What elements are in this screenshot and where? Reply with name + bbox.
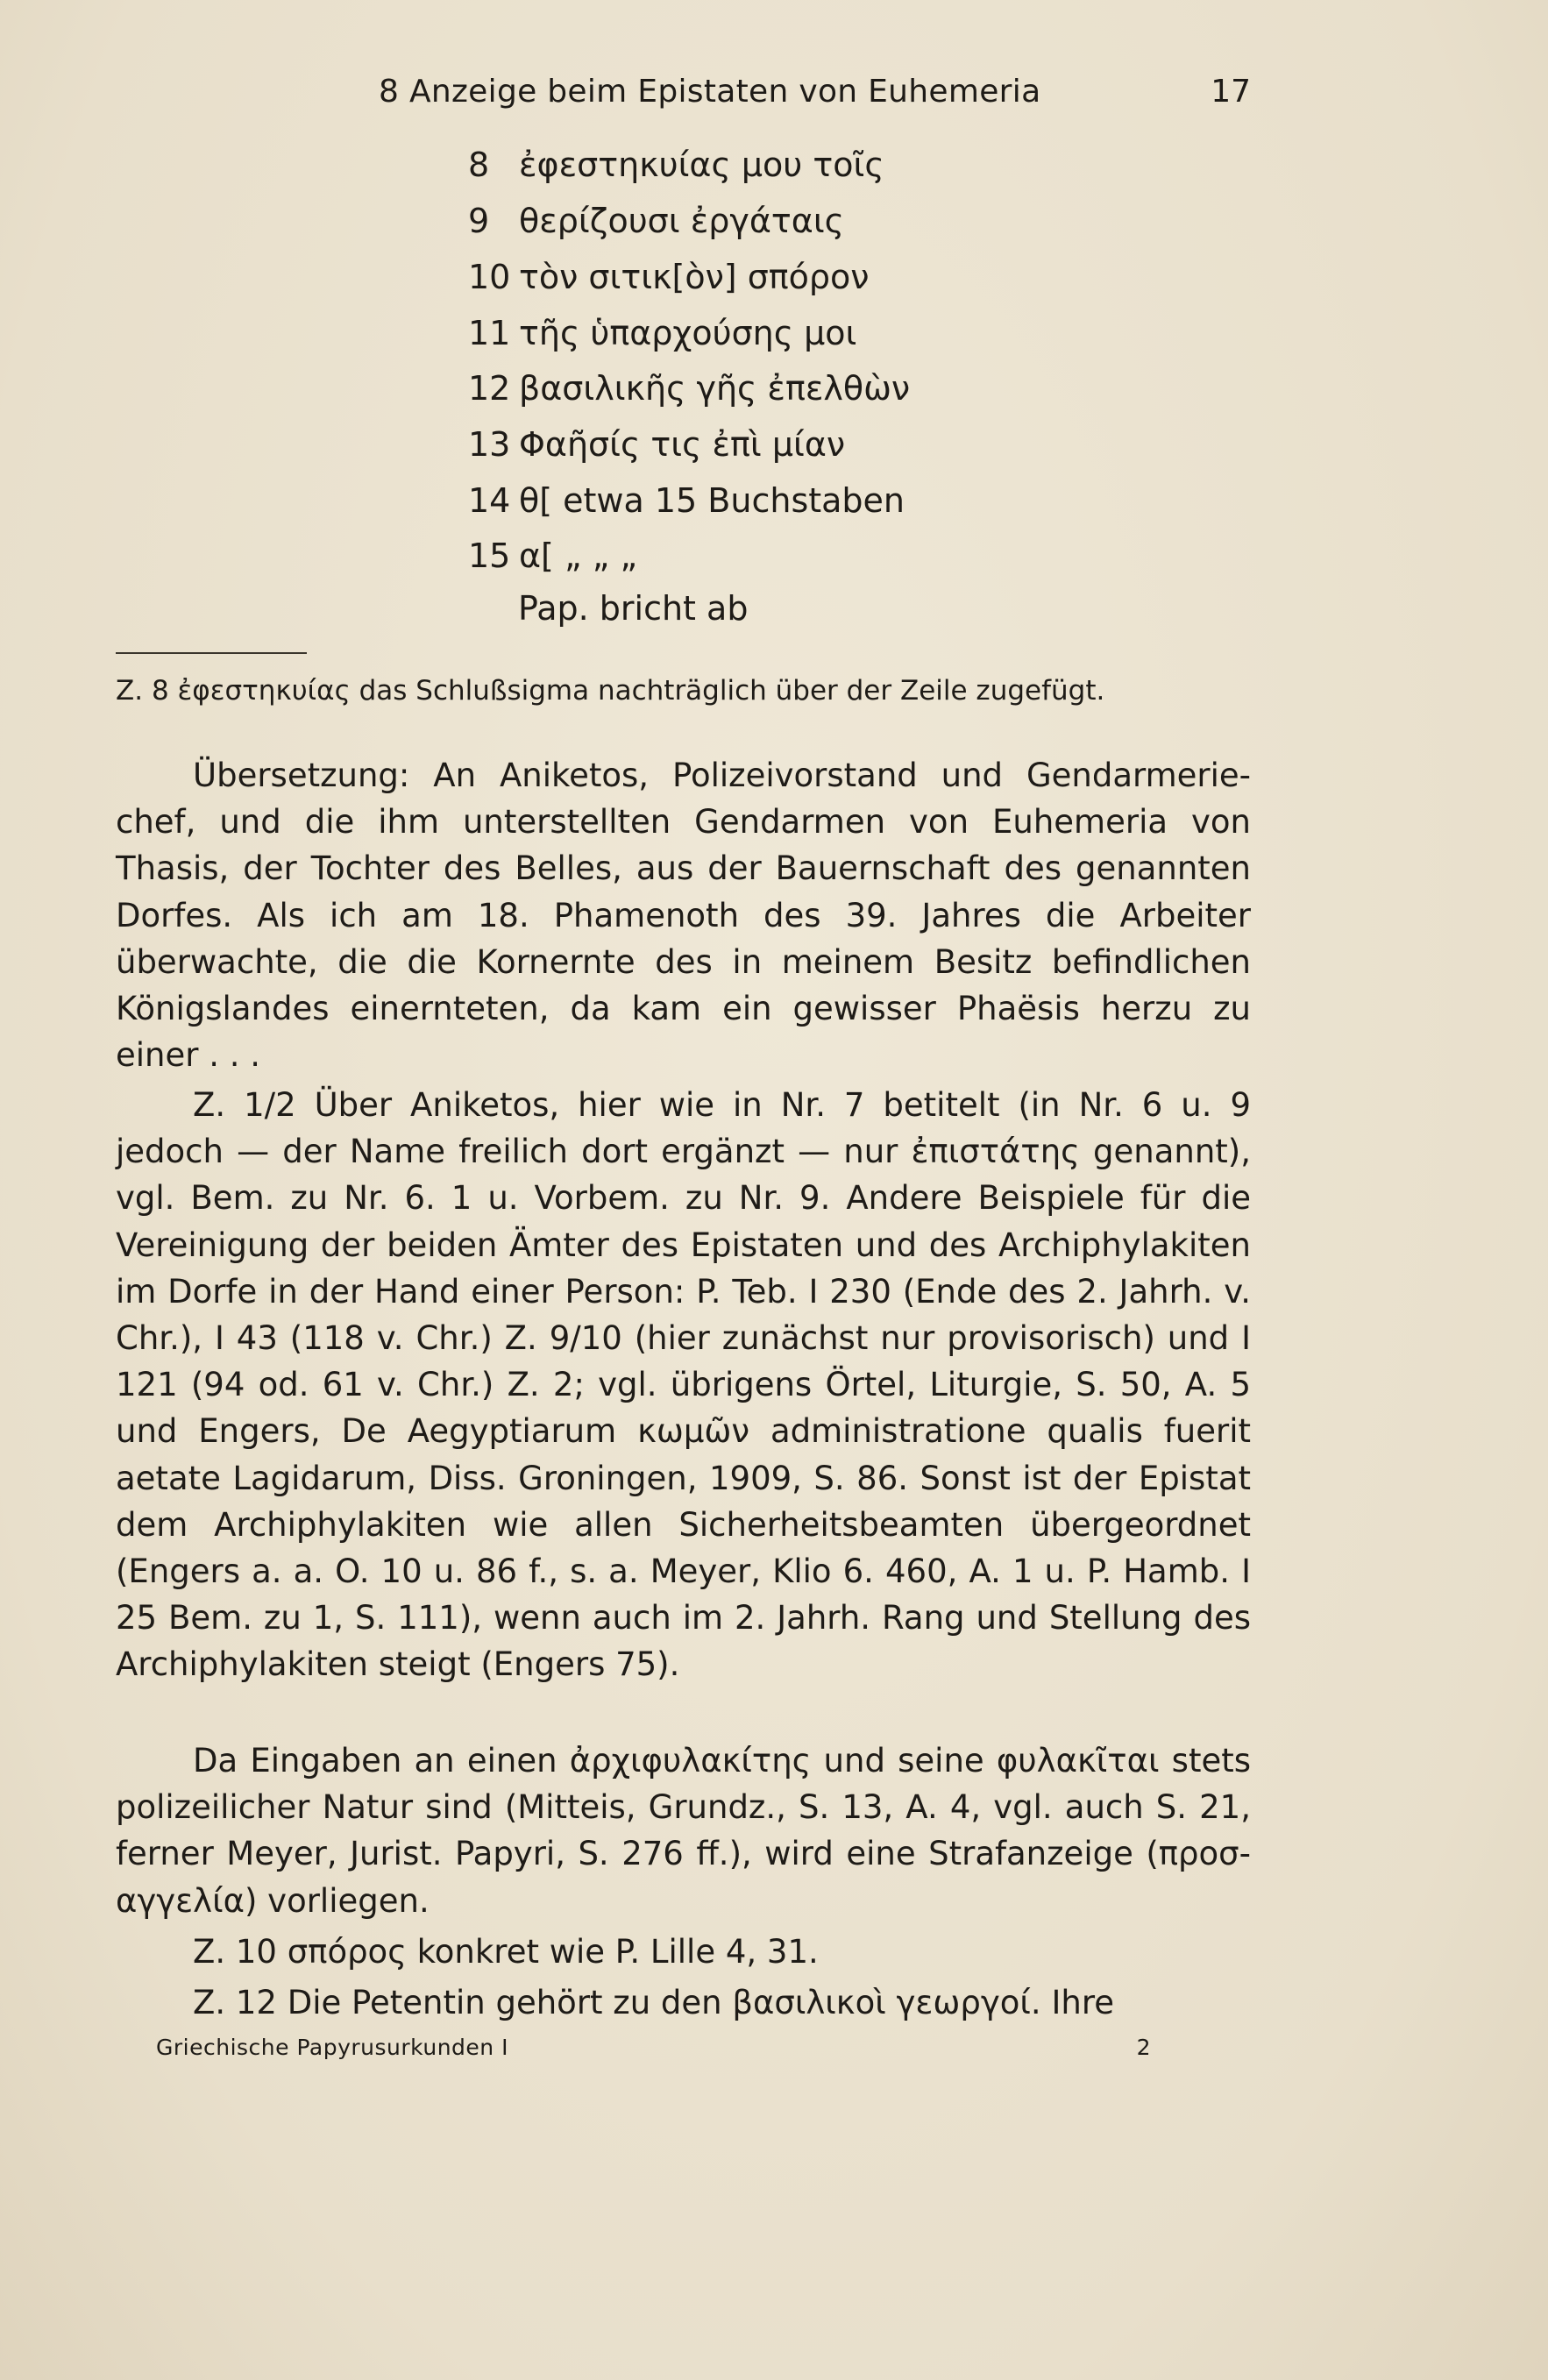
running-header: [379, 70, 1251, 114]
footnote-rule: [116, 652, 307, 654]
translation-paragraph: Übersetzung: An Aniketos, Polizeivorstand und Gendarmeriechef, und die ihm unterstellten Gendarmen von Euhemeria von Thasis, der Tochter des Belles, aus der Bauernschaft des genannten Dorfes. Als ich am 18. Phamenoth des 39. Jahres die Arbeiter überwachte, die die Kornernte des in meinem Besitz befindlichen Königslandes einernteten, da kam ein gewisser Phaësis herzu zu einer . . .: [116, 757, 1251, 1075]
page-number: 17: [1211, 74, 1251, 110]
papyrus-line: [468, 420, 845, 469]
line-number: 13: [468, 425, 511, 464]
commentary-paragraph: Z. 12 Die Petentin gehört zu den βασιλικοὶ γεωργοί. Ihre: [193, 1984, 1114, 2021]
line-text: α[ „ „ „: [519, 536, 638, 575]
running-title: 8 Anzeige beim Epistaten von Euhemeria: [379, 74, 1041, 110]
line-number: 15: [468, 536, 511, 575]
line-number: 10: [468, 258, 511, 296]
commentary-paragraph: Z. 10 σπόρος konkret wie P. Lille 4, 31.: [193, 1933, 819, 1971]
commentary-paragraph: Da Eingaben an einen ἀρχιφυλακίτης und seine φυλακῖται stets polizeilicher Natur sind (Mitteis, Grundz., S. 13, A. 4, vgl. auch S. 21, ferner Meyer, Jurist. Papyri, S. 276 ff.), wird eine Strafanzeige (προσαγγελία) vorliegen.: [116, 1742, 1251, 1920]
papyrus-line: [468, 531, 637, 580]
papyrus-line: [468, 476, 905, 525]
line-text: Φαῆσίς τις ἐπὶ μίαν: [519, 425, 846, 464]
footer-source: Griechische Papyrusurkunden I: [156, 2035, 508, 2060]
commentary-paragraph: Z. 1/2 Über Aniketos, hier wie in Nr. 7 betitelt (in Nr. 6 u. 9 jedoch — der Name freilich dort ergänzt — nur ἐπιστάτης genannt), vgl. Bem. zu Nr. 6. 1 u. Vorbem. zu Nr. 9. Andere Beispiele für die Vereinigung der beiden Ämter des Epistaten und des Archiphylakiten im Dorfe in der Hand einer Person: P. Teb. I 230 (Ende des 2. Jahrh. v. Chr.), I 43 (118 v. Chr.) Z. 9/10 (hier zunächst nur provisorisch) und I 121 (94 od. 61 v. Chr.) Z. 2; vgl. übrigens Örtel, Liturgie, S. 50, A. 5 und Engers, De Aegyptiarum κωμῶν administratione qualis fuerit aetate Lagidarum, Diss. Groningen, 1909, S. 86. Sonst ist der Epistat dem Archiphylakiten wie allen Sicherheitsbeamten übergeordnet (Engers a. a. O. 10 u. 86 f., s. a. Meyer, Klio 6. 460, A. 1 u. P. Hamb. I 25 Bem. zu 1, S. 111), wenn auch im 2. Jahrh. Rang und Stellung des Archiphylakiten steigt (Engers 75).: [116, 1086, 1251, 1684]
critical-apparatus: Z. 8 ἐφεστηκυίας das Schlußsigma nachträglich über der Zeile zugefügt.: [116, 675, 1105, 707]
signature-footer: [156, 2030, 1151, 2065]
line-number: 11: [468, 314, 511, 352]
papyrus-end-note: Pap. bricht ab: [518, 589, 749, 628]
line-text: θερίζουσι ἐργάταις: [519, 202, 844, 240]
papyrus-line: [468, 140, 884, 189]
footer-sheet-number: 2: [1136, 2035, 1151, 2060]
papyrus-line: [468, 309, 856, 358]
line-number: 9: [468, 202, 490, 240]
line-text: τῆς ὑπαρχούσης μοι: [519, 314, 857, 352]
line-text: ἐφεστηκυίας μου τοῖς: [519, 146, 884, 184]
papyrus-line: [468, 364, 910, 413]
line-number: 12: [468, 369, 511, 408]
line-text: βασιλικῆς γῆς ἐπελθὼν: [519, 369, 911, 408]
line-text: θ[ etwa 15 Buchstaben: [519, 481, 905, 520]
line-number: 14: [468, 481, 511, 520]
papyrus-line: [468, 196, 844, 245]
line-number: 8: [468, 146, 490, 184]
papyrus-line: [468, 252, 870, 302]
line-text: τὸν σιτικ[ὸν] σπόρον: [519, 258, 870, 296]
